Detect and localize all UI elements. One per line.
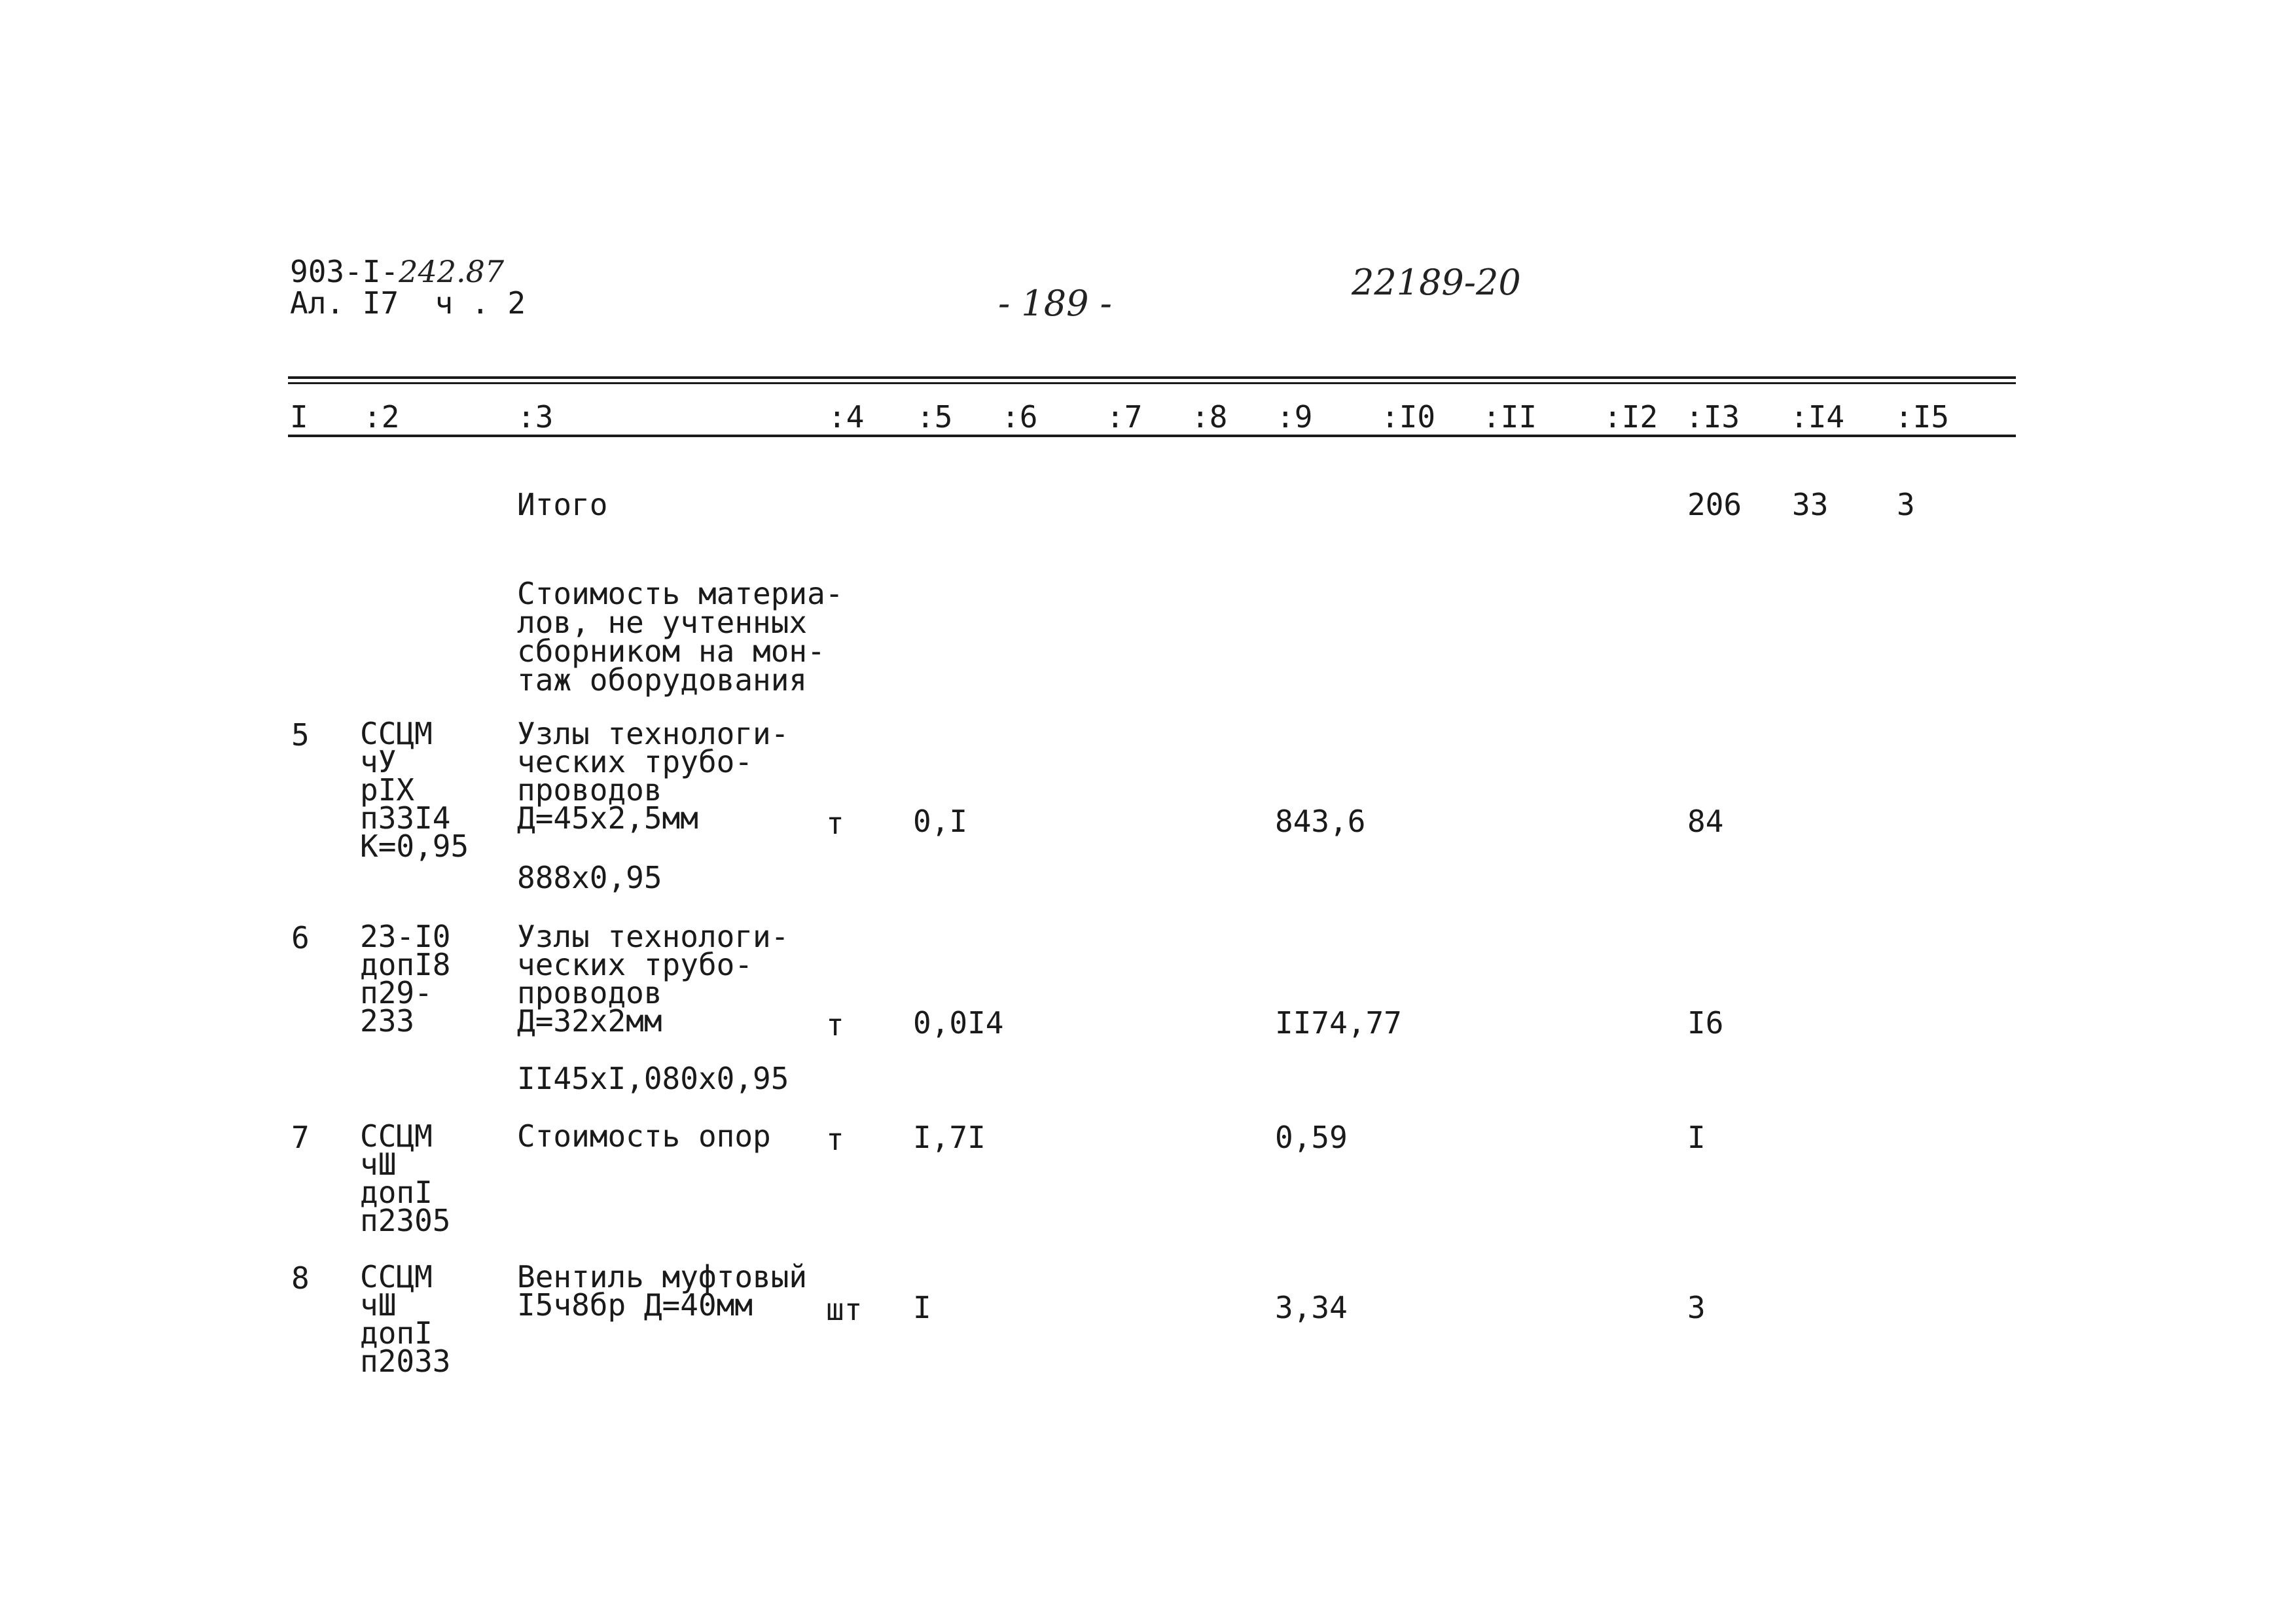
col-header-10: :I0 bbox=[1381, 399, 1436, 435]
row-reference bbox=[360, 1118, 451, 1238]
reference-line: ССЦМ bbox=[360, 716, 433, 751]
col-header-2: :2 bbox=[363, 399, 400, 435]
section-title-line: сборником на мон- bbox=[517, 633, 825, 669]
top-double-rule-1 bbox=[288, 376, 2016, 379]
reference-line: допI bbox=[360, 1175, 433, 1210]
row-note: II45хI,080х0,95 bbox=[517, 1061, 789, 1096]
reference-line: допI bbox=[360, 1315, 433, 1351]
description-line: Узлы технологи- bbox=[517, 716, 789, 751]
section-title bbox=[517, 576, 844, 698]
total-col-15: 3 bbox=[1897, 487, 1915, 522]
row-unit: т bbox=[826, 1122, 844, 1157]
reference-line: 23-I0 bbox=[360, 919, 451, 954]
col-header-6: :6 bbox=[1001, 399, 1038, 435]
reference-line: чУ bbox=[360, 744, 397, 779]
reference-line: п33I4 bbox=[360, 800, 451, 836]
row-note: 888х0,95 bbox=[517, 860, 662, 895]
row-quantity: I bbox=[913, 1290, 931, 1325]
section-title-line: Стоимость материа- bbox=[517, 576, 844, 611]
row-reference bbox=[360, 1259, 451, 1379]
row-quantity: 0,0I4 bbox=[913, 1005, 1004, 1041]
row-price: 843,6 bbox=[1275, 804, 1366, 839]
total-col-14: 33 bbox=[1792, 487, 1829, 522]
row-col-13: 3 bbox=[1687, 1290, 1706, 1325]
page-number: - 189 - bbox=[998, 283, 1112, 324]
reference-line: рIХ bbox=[360, 772, 415, 808]
description-line: проводов bbox=[517, 975, 662, 1010]
col-header-5: :5 bbox=[916, 399, 953, 435]
col-header-7: :7 bbox=[1106, 399, 1143, 435]
description-line: Стоимость опор bbox=[517, 1118, 771, 1154]
doc-code-printed: 903-I- bbox=[290, 254, 399, 289]
row-description bbox=[517, 1259, 808, 1323]
reference-line: чШ bbox=[360, 1287, 397, 1323]
description-line: Д=45х2,5мм bbox=[517, 800, 698, 836]
col-header-1: I bbox=[290, 399, 308, 435]
album-label: Ал. I7 ч . 2 bbox=[290, 285, 526, 321]
reference-line: ССЦМ bbox=[360, 1118, 433, 1154]
col-header-9: :9 bbox=[1276, 399, 1313, 435]
row-number: 5 bbox=[291, 717, 310, 753]
row-quantity: 0,I bbox=[913, 804, 968, 839]
row-number: 6 bbox=[291, 920, 310, 955]
row-price: 3,34 bbox=[1275, 1290, 1348, 1325]
row-price: II74,77 bbox=[1275, 1005, 1402, 1041]
row-reference bbox=[360, 716, 469, 864]
section-title-line: таж оборудования bbox=[517, 662, 808, 698]
row-number: 7 bbox=[291, 1120, 310, 1155]
reference-line: ССЦМ bbox=[360, 1259, 433, 1294]
row-unit: т bbox=[826, 806, 844, 841]
row-number: 8 bbox=[291, 1260, 310, 1296]
reference-line: допI8 bbox=[360, 947, 451, 982]
row-description bbox=[517, 919, 789, 1039]
doc-code bbox=[290, 254, 505, 289]
row-description bbox=[517, 716, 789, 836]
description-line: проводов bbox=[517, 772, 662, 808]
description-line: Вентиль муфтовый bbox=[517, 1259, 808, 1294]
col-header-12: :I2 bbox=[1604, 399, 1659, 435]
doc-code-handwritten: 242.87 bbox=[399, 254, 505, 289]
row-unit: т bbox=[826, 1007, 844, 1043]
row-price: 0,59 bbox=[1275, 1120, 1348, 1155]
description-line: I5ч8бр Д=40мм bbox=[517, 1287, 753, 1323]
col-header-11: :II bbox=[1482, 399, 1537, 435]
total-col-13: 206 bbox=[1687, 487, 1742, 522]
header-underline bbox=[288, 435, 2016, 437]
reference-line: 233 bbox=[360, 1003, 415, 1039]
row-description bbox=[517, 1118, 771, 1154]
description-line: ческих трубо- bbox=[517, 744, 753, 779]
col-header-13: :I3 bbox=[1685, 399, 1740, 435]
top-double-rule-2 bbox=[288, 382, 2016, 384]
col-header-8: :8 bbox=[1191, 399, 1228, 435]
description-line: ческих трубо- bbox=[517, 947, 753, 982]
col-header-15: :I5 bbox=[1895, 399, 1950, 435]
description-line: Узлы технологи- bbox=[517, 919, 789, 954]
reference-line: п2033 bbox=[360, 1344, 451, 1379]
reference-line: п2305 bbox=[360, 1203, 451, 1238]
row-col-13: 84 bbox=[1687, 804, 1724, 839]
col-header-4: :4 bbox=[828, 399, 865, 435]
col-header-14: :I4 bbox=[1790, 399, 1845, 435]
row-col-13: I bbox=[1687, 1120, 1706, 1155]
reference-line: п29- bbox=[360, 975, 433, 1010]
stamp-number: 22189-20 bbox=[1352, 262, 1521, 303]
reference-line: чШ bbox=[360, 1147, 397, 1182]
row-col-13: I6 bbox=[1687, 1005, 1724, 1041]
row-unit: шт bbox=[826, 1292, 863, 1327]
reference-line: К=0,95 bbox=[360, 829, 469, 864]
row-quantity: I,7I bbox=[913, 1120, 986, 1155]
total-label: Итого bbox=[517, 487, 608, 522]
col-header-3: :3 bbox=[517, 399, 554, 435]
section-title-line: лов, не учтенных bbox=[517, 605, 808, 640]
description-line: Д=32х2мм bbox=[517, 1003, 662, 1039]
row-reference bbox=[360, 919, 451, 1039]
